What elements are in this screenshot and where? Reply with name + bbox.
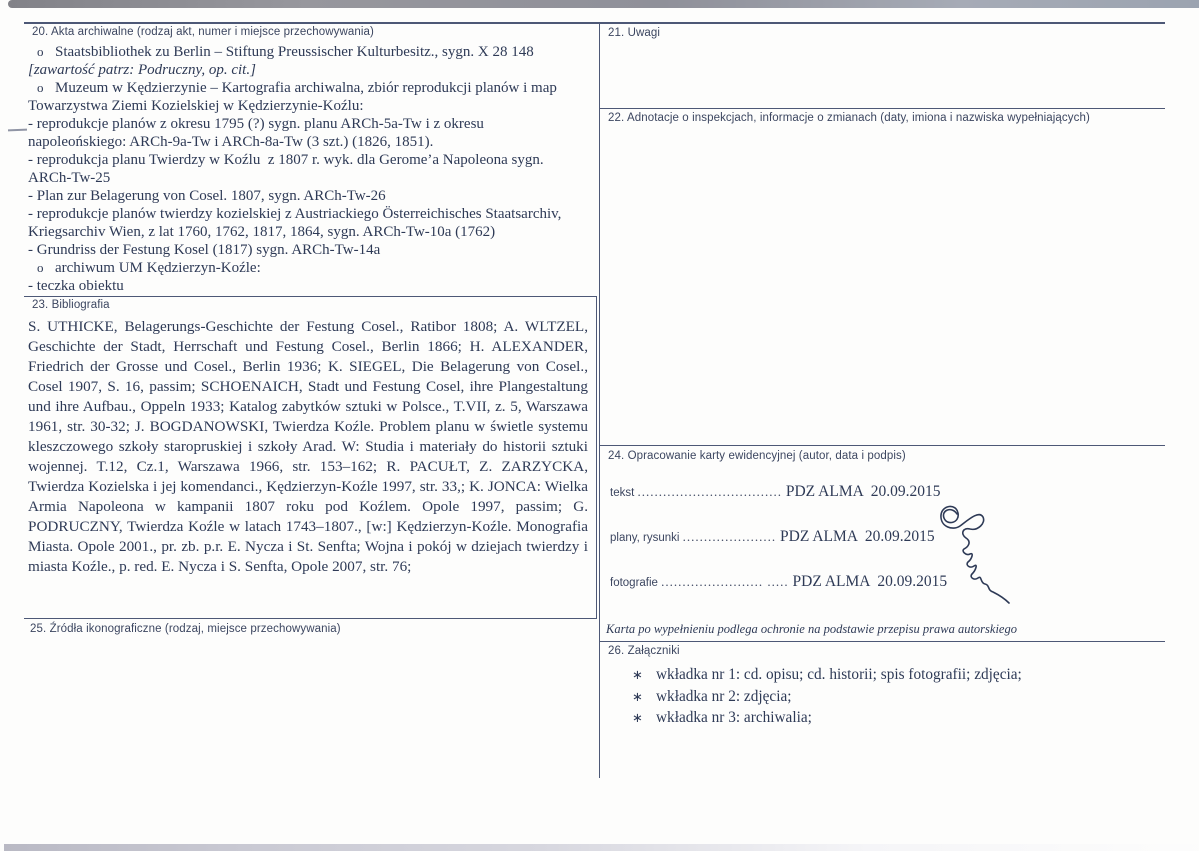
scan-artifact-top-bar	[8, 0, 1199, 8]
archival-text-line	[28, 169, 599, 187]
archival-text-line	[28, 79, 599, 97]
line-text: - reprodukcje planów twierdzy kozielskiej z Austriackiego Österreichisches Staatsarchiv,	[28, 206, 562, 222]
column-divider	[599, 22, 600, 778]
section-20-body	[24, 43, 599, 295]
line-text: ARCh-Tw-25	[28, 170, 111, 186]
archival-text-line	[28, 133, 599, 151]
line-text: - reprodukcja planu Twierdzy w Koźlu z 1807 r. wyk. dla Gerome’a Napoleona sygn.	[28, 152, 544, 168]
attachment-text: wkładka nr 1: cd. opisu; cd. historii; spis fotografii; zdjęcia;	[656, 666, 1022, 683]
line-text: Staatsbibliothek zu Berlin – Stiftung Preussischer Kulturbesitz., sygn. X 28 148	[55, 44, 534, 60]
row-label: fotografie	[610, 577, 662, 589]
section-21-label: 21. Uwagi	[608, 27, 661, 39]
section-26-attachments-list	[632, 664, 1152, 729]
circle-bullet: o	[37, 44, 44, 59]
archival-text-line	[28, 151, 599, 169]
line-text: Muzeum w Kędzierzynie – Kartografia archiwalna, zbiór reprodukcji planów i map	[55, 80, 557, 96]
asterisk-bullet: ∗	[632, 688, 643, 704]
row-label: tekst	[610, 487, 638, 499]
archival-text-line	[28, 115, 599, 133]
archival-text-line	[28, 277, 599, 295]
rule-above-section-26	[600, 641, 1165, 642]
top-rule	[24, 22, 1165, 24]
section-25-iconographic-sources	[24, 618, 597, 648]
line-text: - teczka obiektu	[28, 278, 124, 294]
line-text: Towarzystwa Ziemi Kozielskiej w Kędzierzynie-Koźlu:	[28, 98, 364, 114]
row-dots: ......................	[682, 529, 777, 544]
section-24-row-fotografie	[610, 573, 947, 591]
section-25-label: 25. Źródła ikonograficzne (rodzaj, miejsce przechowywania)	[30, 623, 341, 635]
line-text: - reprodukcje planów z okresu 1795 (?) sygn. planu ARCh-5a-Tw i z okresu	[28, 116, 484, 132]
row-label: plany, rysunki	[610, 532, 683, 544]
archival-text-line	[28, 223, 599, 241]
line-text: [zawartość patrz: Podruczny, op. cit.]	[28, 62, 256, 78]
attachment-item	[632, 664, 1152, 686]
archival-text-line	[28, 205, 599, 223]
rule-above-section-24	[600, 445, 1165, 446]
copyright-note: Karta po wypełnieniu podlega ochronie na podstawie przepisu prawa autorskiego	[606, 622, 1017, 636]
section-20-archival-files	[24, 26, 599, 295]
row-dots: ..................................	[637, 484, 782, 499]
section-21-remarks	[608, 27, 1158, 39]
line-text: Kriegsarchiv Wien, z lat 1760, 1762, 1817, 1864, sygn. ARCh-Tw-10a (1762)	[28, 224, 496, 240]
line-text: - Grundriss der Festung Kosel (1817) sygn. ARCh-Tw-14a	[28, 242, 381, 258]
rule-above-section-22	[600, 108, 1165, 109]
section-23-bibliography	[24, 296, 597, 618]
section-20-label: 20. Akta archiwalne (rodzaj akt, numer i miejsce przechowywania)	[32, 26, 374, 38]
line-text: - Plan zur Belagerung von Cosel. 1807, sygn. ARCh-Tw-26	[28, 188, 386, 204]
asterisk-bullet: ∗	[632, 667, 643, 682]
archival-text-line	[28, 43, 599, 61]
archival-text-line	[28, 61, 599, 79]
handwritten-signature	[933, 498, 1018, 608]
archival-text-line	[28, 241, 599, 259]
circle-bullet: o	[37, 260, 44, 275]
attachment-text: wkładka nr 3: archiwalia;	[656, 709, 812, 726]
archival-text-line	[28, 259, 599, 277]
section-24-row-plany-rysunki	[610, 528, 935, 546]
asterisk-bullet: ∗	[632, 710, 643, 725]
section-22-inspection-annotations	[608, 112, 1165, 124]
archival-text-line	[28, 97, 599, 115]
row-dots: ........................ .....	[661, 574, 789, 589]
row-value: PDZ ALMA 20.09.2015	[788, 573, 948, 590]
row-value: PDZ ALMA 20.09.2015	[781, 483, 941, 500]
attachment-text: wkładka nr 2: zdjęcia;	[656, 687, 792, 705]
attachment-item	[632, 707, 1152, 729]
line-text: archiwum UM Kędzierzyn-Koźle:	[55, 260, 261, 276]
line-text: napoleońskiego: ARCh-9a-Tw i ARCh-8a-Tw (3 szt.) (1826, 1851).	[28, 134, 434, 150]
circle-bullet: o	[37, 80, 44, 95]
section-22-label: 22. Adnotacje o inspekcjach, informacje o zmianach (daty, imiona i nazwiska wypełniających)	[608, 112, 1090, 124]
section-23-label: 23. Bibliografia	[32, 299, 110, 311]
scan-artifact-bottom-bar	[4, 844, 1199, 851]
row-value: PDZ ALMA 20.09.2015	[776, 528, 935, 545]
bibliography-text: S. UTHICKE, Belagerungs-Geschichte der Festung Cosel., Ratibor 1808; A. WLTZEL, Geschichte der Stadt, Herrschaft und Festung Cosel., Berlin 1866; H. ALEXANDER, Friedrich der Grosse und Cosel., Berlin 1936; K. SIEGEL, Die Belagerung von Cosel., Cosel 1907, S. 16, passim; SCHOENAICH, Stadt und Festung Cosel, ihre Plangestaltung und ihre Aufbau., Oppeln 1933; Katalog zabytków sztuki w Polsce., T.VII, z. 5, Warszawa 1961, str. 30-32; J. BOGDANOWSKI, Twierdza Koźle. Problem planu w świetle systemu kleszczowego szkoły staropruskiej i szkoły Arad. W: Studia i materiały do historii sztuki wojennej. T.12, Cz.1, Warszawa 1966, str. 153–162; R. PACUŁT, Z. ZARZYCKA, Twierdza Kozielska i jej komendanci., Kędzierzyn-Koźle 1997, str. 33,; K. JONCA: Wielka Armia Napoleona w kampanii 1807 roku pod Koźlem. Opole 1997, passim; G. PODRUCZNY, Twierdza Koźle w latach 1743–1807., [w:] Kędzierzyn-Koźle. Monografia Miasta. Opole 2001., pr. zb. p.r. E. Nycza i St. Senfta; Wojna i pokój w dziejach twierdzy i miasta Koźle., p. red. E. Nycza i S. Senfta, Opole 2007, str. 76;	[28, 318, 588, 575]
section-24-label: 24. Opracowanie karty ewidencyjnej (autor, data i podpis)	[608, 450, 906, 462]
archival-text-line	[28, 187, 599, 205]
attachment-item	[632, 686, 1152, 708]
section-26-label: 26. Załączniki	[608, 645, 680, 657]
section-24-row-tekst	[610, 483, 940, 501]
